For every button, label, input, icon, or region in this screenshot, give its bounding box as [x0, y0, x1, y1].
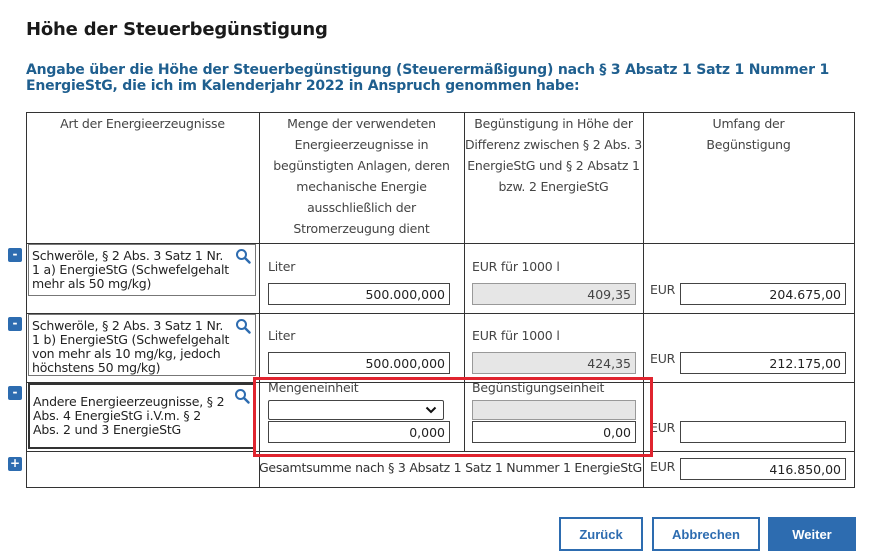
currency-label: EUR	[650, 351, 676, 366]
table-border-bottom	[26, 487, 855, 488]
currency-label: EUR	[650, 459, 676, 474]
total-sum-field: 416.850,00	[680, 458, 846, 480]
next-button[interactable]: Weiter	[768, 517, 856, 551]
energy-type-text: Andere Energieerzeugnisse, § 2 Abs. 4 EnergieStG i.V.m. § 2 Abs. 2 und 3 EnergieStG	[33, 394, 225, 437]
back-button[interactable]: Zurück	[559, 517, 643, 551]
magnifier-icon[interactable]	[235, 318, 251, 334]
benefit-rate-input[interactable]: 0,00	[472, 421, 636, 443]
benefit-rate-field: 424,35	[472, 352, 636, 374]
minus-icon: -	[12, 316, 18, 330]
currency-label: EUR	[650, 282, 676, 297]
benefit-amount-field[interactable]: 204.675,00	[680, 283, 846, 305]
magnifier-icon[interactable]	[235, 248, 251, 264]
energy-type-field[interactable]	[28, 314, 256, 376]
benefit-unit-label: EUR für 1000 l	[472, 259, 560, 274]
chevron-down-icon	[425, 405, 437, 415]
benefit-amount-field[interactable]	[680, 421, 846, 443]
energy-type-field[interactable]	[28, 244, 256, 296]
minus-icon: -	[12, 385, 18, 399]
header-menge-line: Stromerzeugung dient	[293, 221, 430, 236]
benefit-unit-label: Begünstigungseinheit	[472, 380, 605, 395]
header-art: Art der Energieerzeugnisse	[60, 116, 225, 131]
table-divider	[26, 451, 855, 452]
magnifier-icon[interactable]	[234, 388, 250, 404]
benefit-amount-field[interactable]: 212.175,00	[680, 352, 846, 374]
energy-type-text: Schweröle, § 2 Abs. 3 Satz 1 Nr. 1 a) EnergieStG (Schwefelgehalt mehr als 50 mg/kg)	[32, 248, 229, 291]
header-umfang	[643, 113, 854, 155]
benefit-unit-label: EUR für 1000 l	[472, 328, 560, 343]
header-menge-line: ausschließlich der	[307, 200, 416, 215]
header-beguenstigung	[464, 113, 643, 197]
currency-label: EUR	[650, 420, 676, 435]
header-menge-line: begünstigten Anlagen, deren	[273, 158, 450, 173]
benefit-unit-field	[472, 400, 636, 420]
remove-row-button[interactable]	[8, 386, 22, 400]
header-beg-line: Differenz zwischen § 2 Abs. 3	[464, 137, 642, 152]
header-beg-line: EnergieStG und § 2 Absatz 1	[467, 158, 640, 173]
quantity-unit-label: Liter	[268, 328, 296, 343]
header-menge-line: Menge der verwendeten	[287, 116, 436, 131]
quantity-unit-label: Mengeneinheit	[268, 380, 359, 395]
intro-text: Angabe über die Höhe der Steuerbegünstigung (Steuerermäßigung) nach § 3 Absatz 1 Satz 1 Nummer 1 EnergieStG, die ich im Kalenderjahr 2022 in Anspruch genommen habe:	[26, 62, 829, 94]
quantity-unit-select[interactable]	[268, 400, 444, 420]
quantity-input[interactable]: 0,000	[268, 421, 450, 443]
table-border-left	[26, 112, 27, 488]
quantity-input[interactable]: 500.000,000	[268, 283, 450, 305]
energy-type-text: Schweröle, § 2 Abs. 3 Satz 1 Nr. 1 b) EnergieStG (Schwefelgehalt von mehr als 10 mg/kg, jedoch höchstens 50 mg/kg)	[32, 318, 230, 375]
header-beg-line: Begünstigung in Höhe der	[474, 116, 633, 131]
quantity-unit-label: Liter	[268, 259, 296, 274]
benefit-rate-field: 409,35	[472, 283, 636, 305]
header-menge-line: mechanische Energie	[296, 179, 427, 194]
minus-icon: -	[12, 247, 18, 261]
header-menge-line: Energieerzeugnisse in	[294, 137, 429, 152]
plus-icon: +	[9, 456, 21, 470]
page-title: Höhe der Steuerbegünstigung	[26, 19, 328, 40]
remove-row-button[interactable]	[8, 317, 22, 331]
energy-type-field[interactable]	[28, 383, 256, 449]
remove-row-button[interactable]	[8, 248, 22, 262]
add-row-button[interactable]	[8, 457, 22, 471]
sum-label: Gesamtsumme nach § 3 Absatz 1 Satz 1 Nummer 1 EnergieStG	[259, 460, 642, 475]
header-menge	[259, 113, 464, 239]
quantity-input[interactable]: 500.000,000	[268, 352, 450, 374]
header-umfang-line: Umfang der	[712, 116, 785, 131]
header-umfang-line: Begünstigung	[706, 137, 791, 152]
table-border-right	[854, 112, 855, 488]
cancel-button[interactable]: Abbrechen	[652, 517, 760, 551]
header-beg-line: bzw. 2 EnergieStG	[498, 179, 609, 194]
table-divider	[643, 112, 644, 488]
